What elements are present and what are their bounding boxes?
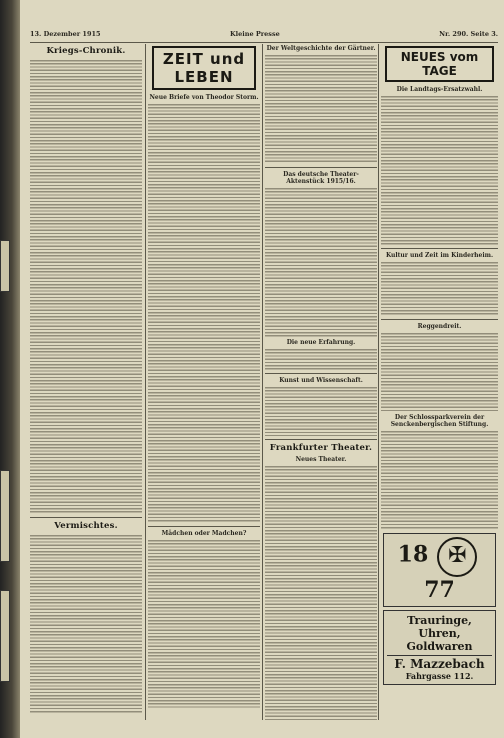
article-text <box>148 539 260 709</box>
divider <box>381 248 498 249</box>
article-text <box>265 386 377 436</box>
column-rule <box>378 44 379 720</box>
article-text <box>381 332 498 412</box>
logo-text: ZEIT und LEBEN <box>162 50 246 86</box>
article-text <box>381 430 498 530</box>
headline-kriegs-chronik: Kriegs-Chronik. <box>46 46 126 56</box>
headline-vermischtes: Vermischtes. <box>54 521 118 531</box>
divider <box>148 526 260 527</box>
header-rule <box>30 42 498 43</box>
neues-vom-tage-logo <box>385 46 494 82</box>
ad-shop-address: Fahrgasse 112. <box>405 671 474 681</box>
headline-theater-aktenstueck: Das deutsche Theater-Aktenstück 1915/16. <box>283 171 359 185</box>
article-text <box>265 348 377 370</box>
article-text <box>265 54 377 164</box>
iron-cross-icon <box>437 537 477 577</box>
zeit-und-leben-logo <box>152 46 256 90</box>
article-text <box>381 261 498 316</box>
advertisement-anniversary <box>383 533 496 607</box>
article-text <box>148 103 260 523</box>
advertisement-jeweller <box>383 610 496 685</box>
ad-shop-line1: Trauringe, Uhren, <box>407 614 472 640</box>
article-text <box>381 95 498 245</box>
divider <box>381 319 498 320</box>
column-1 <box>30 44 142 720</box>
article-text <box>265 187 377 337</box>
divider <box>30 517 142 518</box>
headline-frankfurter-theater: Frankfurter Theater. <box>269 443 373 453</box>
ad-year-right: 77 <box>424 577 455 603</box>
headline-schlossparkverein: Der Schlossparkverein der Senckenbergischen Stiftung. <box>390 414 489 428</box>
column-3 <box>265 44 377 720</box>
subheadline-neues-theater: Neues Theater. <box>295 456 347 463</box>
logo-text: NEUES vom TAGE <box>400 50 479 78</box>
article-text <box>265 465 377 720</box>
ad-shop-name: F. Mazzebach <box>387 655 492 671</box>
divider <box>265 167 377 168</box>
header-masthead: Kleine Presse <box>230 30 280 38</box>
column-rule <box>262 44 263 720</box>
column-2 <box>148 44 260 720</box>
header-issue: Nr. 290. Seite 3. <box>439 30 498 38</box>
headline-kunst-wissenschaft: Kunst und Wissenschaft. <box>279 377 363 384</box>
headline-weltgeschichte: Der Weltgeschichte der Gärtner. <box>266 45 376 52</box>
ad-year-left: 18 <box>397 541 429 568</box>
column-4 <box>381 44 498 720</box>
header-date: 13. Dezember 1915 <box>30 30 101 38</box>
page-tab <box>0 470 10 562</box>
article-text <box>30 59 142 514</box>
ad-shop-line2: Goldwaren <box>406 640 473 653</box>
column-rule <box>145 44 146 720</box>
divider <box>265 373 377 374</box>
running-header <box>30 30 498 42</box>
headline-kultur-und-zeit: Kultur und Zeit im Kinderheim. <box>385 252 494 259</box>
article-subtitle: Neue Briefe von Theodor Storm. <box>149 94 259 101</box>
headline-maedchen: Mädchen oder Madchen? <box>161 530 247 537</box>
page-tab <box>0 240 10 292</box>
headline-landtags-ersatzwahl: Die Landtags-Ersatzwahl. <box>396 86 483 93</box>
headline-reggendreit: Reggendreit. <box>417 323 462 330</box>
page-tab <box>0 590 10 682</box>
article-text <box>30 534 142 714</box>
headline-neue-erfahrung: Die neue Erfahrung. <box>286 339 356 346</box>
divider <box>265 439 377 440</box>
